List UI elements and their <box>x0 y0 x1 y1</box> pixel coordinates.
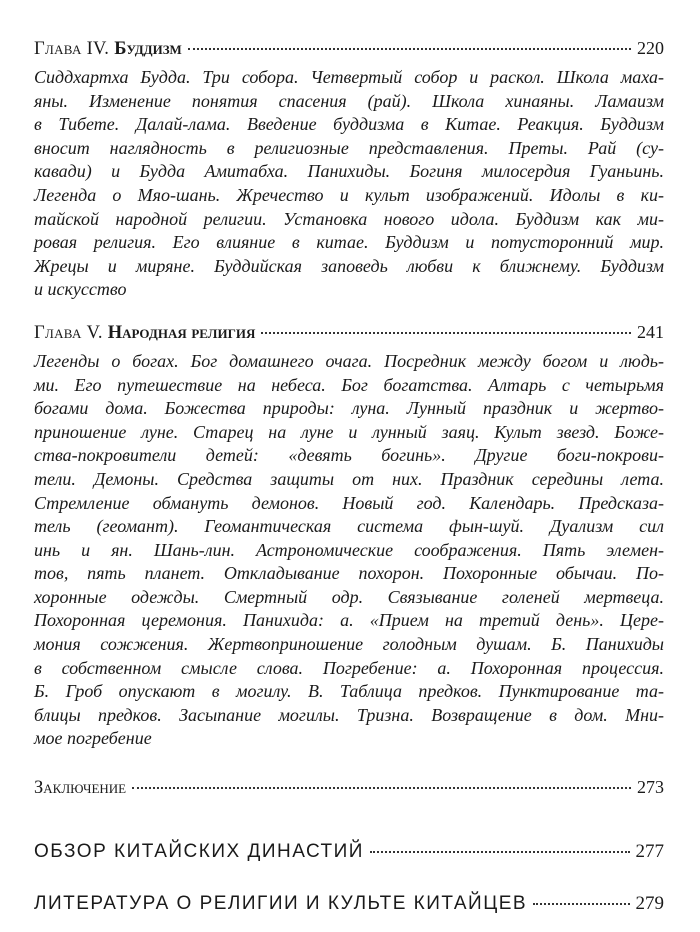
chapter-4-description <box>34 66 664 302</box>
chapter-title: Народная религия <box>107 322 256 343</box>
dot-leader <box>261 332 631 334</box>
description-line: тов, пять планет. Откладывание похорон. Похоронные обычаи. По- <box>34 563 664 584</box>
description-line: Легенда о Мяо-шань. Жречество и культ изображений. Идолы в ки- <box>34 184 664 205</box>
dot-leader <box>533 903 629 905</box>
description-line: вносит наглядность в религиозные представления. Преты. Рай (су- <box>34 137 664 158</box>
description-line: тайской народной религии. Установка нового идола. Буддизм как ми- <box>34 208 664 229</box>
description-line: Сиддхартха Будда. Три собора. Четвертый собор и раскол. Школа маха- <box>34 67 664 87</box>
toc-entry-chapter-4[interactable] <box>34 38 664 60</box>
page-number: 241 <box>637 321 664 342</box>
description-line: тель (геомант). Геомантическая система фын-шуй. Дуализм сил <box>34 516 664 537</box>
section-title: ЛИТЕРАТУРА О РЕЛИГИИ И КУЛЬТЕ КИТАЙЦЕВ <box>34 893 528 915</box>
description-line: Б. Гроб опускают в могилу. В. Таблица предков. Пунктирование та- <box>34 681 664 702</box>
dot-leader <box>188 48 631 50</box>
chapter-5-description <box>34 350 664 751</box>
description-line: в собственном смысле слова. Погребение: а. Похоронная процессия. <box>34 657 664 678</box>
description-line: мое погребение <box>34 728 152 749</box>
description-line: яны. Изменение понятия спасения (рай). Школа хинаяны. Ламаизм <box>34 90 664 111</box>
description-line: Похоронная церемония. Панихида: а. «Прием на третий день». Цере- <box>34 610 664 631</box>
chapter-title: Буддизм <box>114 39 182 59</box>
description-line: кавади) и Будда Амитабха. Панихиды. Богиня милосердия Гуаньинь. <box>34 161 664 182</box>
description-line: тели. Демоны. Средства защиты от них. Праздник середины лета. <box>34 468 664 489</box>
description-line: блицы предков. Засыпание могилы. Тризна. Возвращение в дом. Мни- <box>34 704 664 725</box>
description-line: в Тибете. Далай-лама. Введение буддизма в Китае. Реакция. Буддизм <box>34 114 664 135</box>
description-line: хоронные одежды. Смертный одр. Связывание голеней мертвеца. <box>34 586 664 607</box>
section-title: Заключение <box>34 778 127 799</box>
chapter-label: Глава V. <box>34 322 103 343</box>
section-title: ОБЗОР КИТАЙСКИХ ДИНАСТИЙ <box>34 841 364 863</box>
chapter-label: Глава IV. <box>34 39 110 59</box>
description-line: инь и ян. Шань-лин. Астрономические соображения. Пять элемен- <box>34 539 664 560</box>
page-number: 220 <box>637 38 664 58</box>
description-line: Легенды о богах. Бог домашнего очага. Посредник между богом и людь- <box>34 350 664 371</box>
dot-leader <box>132 787 631 789</box>
description-line: ства-покровители детей: «девять богинь». Другие боги-покрови- <box>34 445 664 466</box>
description-line: Жрецы и миряне. Буддийская заповедь любви к ближнему. Буддизм <box>34 255 664 276</box>
description-line: Стремление обмануть демонов. Новый год. Календарь. Предсказа- <box>34 492 664 513</box>
page-number: 273 <box>637 777 664 798</box>
toc-entry-chapter-5[interactable] <box>34 322 664 344</box>
description-line: приношение луне. Старец на луне и лунный заяц. Культ звезд. Боже- <box>34 421 664 442</box>
page-number: 279 <box>635 893 664 915</box>
description-line: ровая религия. Его влияние в китае. Буддизм и потусторонний мир. <box>34 232 664 253</box>
description-line: богами дома. Божества природы: луна. Лунный праздник и жертво- <box>34 398 664 419</box>
description-line: ми. Его путешествие на небеса. Бог богатства. Алтарь с четырьмя <box>34 374 664 395</box>
dot-leader <box>370 851 630 853</box>
description-line: мония сожжения. Жертвоприношение голодным душам. Б. Панихиды <box>34 634 664 655</box>
toc-entry-literature[interactable] <box>34 893 664 915</box>
description-line: и искусство <box>34 279 127 300</box>
toc-entry-conclusion[interactable] <box>34 777 664 799</box>
toc-entry-dynasties[interactable] <box>34 841 664 863</box>
page-number: 277 <box>635 841 664 863</box>
